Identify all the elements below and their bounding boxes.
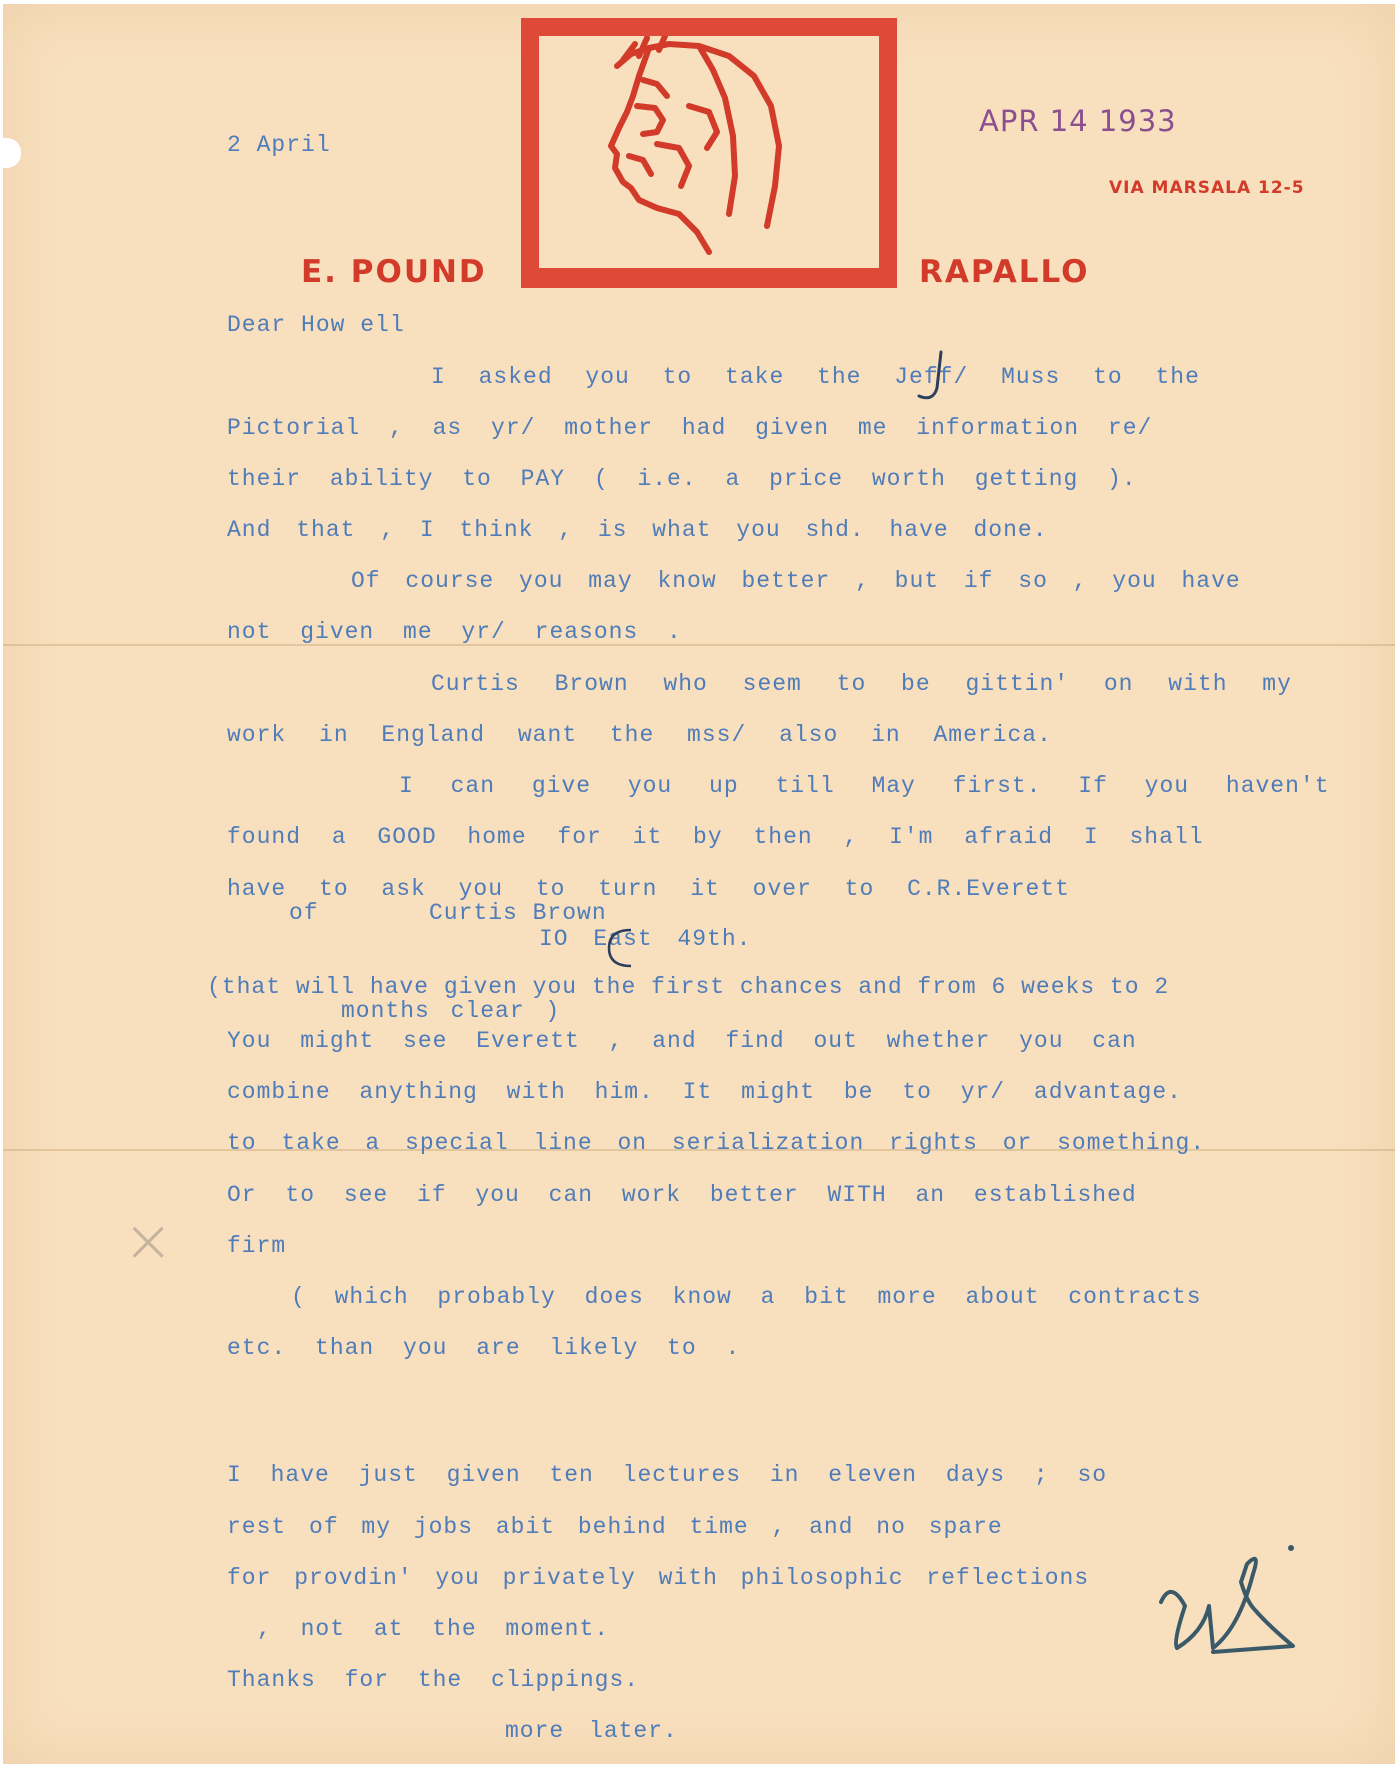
- letter-line: months clear ): [341, 998, 561, 1024]
- letter-line: more later.: [505, 1718, 678, 1744]
- fold-crease: [3, 644, 1395, 646]
- letter-line: their ability to PAY ( i.e. a price worth getting ).: [227, 466, 1137, 492]
- letterhead-address: VIA MARSALA 12-5: [1109, 178, 1305, 198]
- letter-line: (that will have given you the first chances and from 6 weeks to 2: [207, 974, 1170, 1000]
- letter-line: I have just given ten lectures in eleven days ; so: [227, 1462, 1108, 1488]
- received-date-stamp: APR 14 1933: [979, 104, 1177, 138]
- ink-correction-mark: [601, 926, 641, 970]
- letter-line: You might see Everett , and find out whether you can: [227, 1028, 1137, 1054]
- letter-line: firm: [227, 1233, 287, 1259]
- letter-line: Curtis Brown: [429, 900, 607, 926]
- torn-edge: [3, 138, 21, 168]
- letter-line: Or to see if you can work better WITH an established: [227, 1182, 1137, 1208]
- signature-monogram: [1143, 1522, 1323, 1662]
- letter-date: 2 April: [227, 132, 331, 158]
- letter-line: for provdin' you privately with philosophic reflections: [227, 1565, 1090, 1591]
- letter-line: to take a special line on serialization rights or something.: [227, 1130, 1206, 1156]
- letter-page: [3, 4, 1395, 1764]
- letter-line: Thanks for the clippings.: [227, 1667, 640, 1693]
- logo-portrait-frame: [539, 36, 879, 268]
- letter-line: have to ask you to turn it over to C.R.Everett: [227, 876, 1070, 902]
- letter-greeting: Dear How ell: [227, 312, 405, 338]
- letter-line: Curtis Brown who seem to be gittin' on with my: [431, 671, 1292, 697]
- letter-line: combine anything with him. It might be to yr/ advantage.: [227, 1079, 1182, 1105]
- letterhead-name: E. POUND: [301, 254, 487, 290]
- letter-line: rest of my jobs abit behind time , and no spare: [227, 1514, 1003, 1540]
- letter-line: work in England want the mss/ also in America.: [227, 722, 1052, 748]
- pencil-x-mark: ×: [123, 1206, 174, 1276]
- letter-line: of: [289, 900, 319, 926]
- ink-correction-mark: [911, 348, 951, 408]
- portrait-icon: [539, 36, 879, 268]
- letter-line: I asked you to take the Jeff/ Muss to the: [431, 364, 1200, 390]
- letter-line: etc. than you are likely to .: [227, 1335, 741, 1361]
- letter-line: IO East 49th.: [539, 926, 752, 952]
- letter-line: found a GOOD home for it by then , I'm afraid I shall: [227, 824, 1204, 850]
- letterhead-city: RAPALLO: [919, 254, 1090, 290]
- letter-line: And that , I think , is what you shd. have done.: [227, 517, 1048, 543]
- letter-line: I can give you up till May first. If you haven't: [399, 773, 1330, 799]
- letter-line: not given me yr/ reasons .: [227, 619, 682, 645]
- letter-line: Pictorial , as yr/ mother had given me information re/: [227, 415, 1153, 441]
- letter-line: ( which probably does know a bit more about contracts: [291, 1284, 1202, 1310]
- letter-line: Of course you may know better , but if so , you have: [351, 568, 1241, 594]
- letter-line: , not at the moment.: [257, 1616, 610, 1642]
- letterhead-logo: [521, 18, 897, 288]
